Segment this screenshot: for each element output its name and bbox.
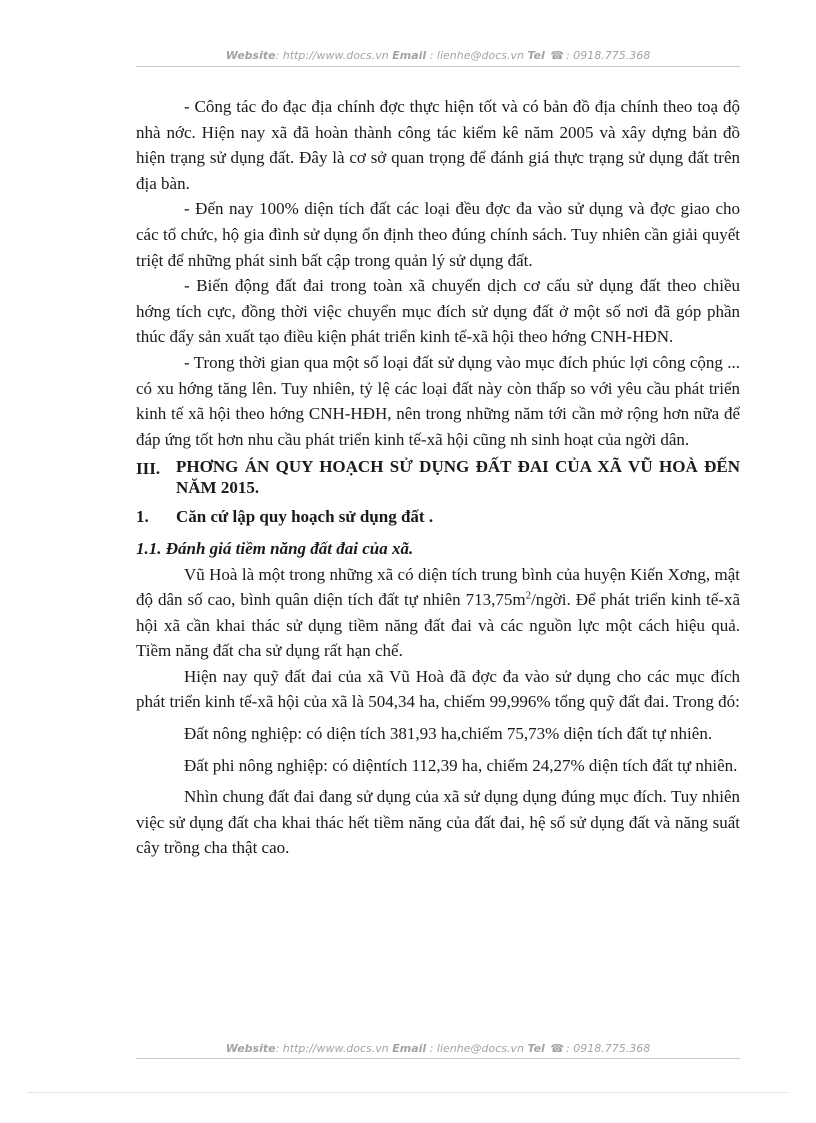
footer-email-value[interactable]: : lienhe@docs.vn bbox=[429, 1042, 524, 1055]
paragraph-text: Vũ Hoà là một trong những xã có diện tích trung bình của huyện Kiến Xơng, mật độ dân số cao, bình quân diện tích đất tự nhiên 713,75m bbox=[136, 564, 740, 610]
header-email-label: Email bbox=[392, 49, 427, 62]
footer-website-label: Website bbox=[225, 1042, 276, 1055]
header-rule bbox=[136, 66, 740, 67]
header-tel-value: : 0918.775.368 bbox=[566, 49, 651, 62]
paragraph-land-change: - Biến động đất đai trong toàn xã chuyển dịch cơ cấu sử dụng đất theo chiều hớng tích cực, đồng thời việc chuyển mục đích sử dụng đất ở một số nơi đã góp phần thúc đẩy sản xuất tạo điều kiện phát triển kinh tế-xã hội theo hớng CNH-HĐN. bbox=[136, 276, 740, 347]
paragraph-non-agricultural-land: Đất phi nông nghiệp: có diệntích 112,39 ha, chiếm 24,27% diện tích đất tự nhiên. bbox=[184, 755, 738, 775]
subsection-number: 1. bbox=[136, 507, 149, 527]
paragraph-public-land: - Trong thời gian qua một số loại đất sử dụng vào mục đích phúc lợi công cộng ... có xu hớng tăng lên. Tuy nhiên, tỷ lệ các loại đất này còn thấp so với yêu cầu phát triển kinh tế xã hội theo hớng CNH-HĐH, nên trong những năm tới cần mở rộng hơn nữa để đáp ứng tốt hơn nhu cầu phát triển kinh tế-xã hội cũng nh sinh hoạt của ngời dân. bbox=[136, 352, 740, 449]
footer-rule bbox=[136, 1058, 740, 1059]
section-title: PHƠNG ÁN QUY HOẠCH SỬ DỤNG ĐẤT ĐAI CỦA XÃ VŨ HOÀ ĐẾN NĂM 2015. bbox=[176, 457, 740, 498]
section-number: III. bbox=[136, 459, 161, 479]
paragraph-land-fund: Hiện nay quỹ đất đai của xã Vũ Hoà đã đợc đa vào sử dụng cho các mục đích phát triển kinh tế-xã hội của xã là 504,34 ha, chiếm 99,996% tổng quỹ đất đai. Trong đó: bbox=[136, 666, 740, 712]
paragraph-text: /ngời. Để phát triển kinh tế-xã hội xã cần khai thác sử dụng tiềm năng đất đai và các nguồn lực một cách hiệu quả. Tiềm năng đất cha sử dụng rất hạn chế. bbox=[136, 590, 740, 661]
paragraph-cadastral-survey: - Công tác đo đạc địa chính đợc thực hiện tốt và có bản đồ địa chính theo toạ độ nhà nớc. Hiện nay xã đã hoàn thành công tác kiểm kê năm 2005 và xây dựng bản đồ hiện trạng sử dụng đất. Đây là cơ sở quan trọng để đánh giá thực trạng sử dụng đất trên địa bàn. bbox=[136, 97, 740, 193]
header-email-value[interactable]: : lienhe@docs.vn bbox=[429, 49, 524, 62]
subsection-heading-1 bbox=[136, 504, 740, 530]
page-break-line bbox=[28, 1092, 788, 1093]
subsection-heading-1-1: 1.1. Đánh giá tiềm năng đất đai của xã. bbox=[136, 538, 414, 558]
subsection-title: Căn cứ lập quy hoạch sử dụng đất . bbox=[176, 507, 434, 527]
paragraph-agricultural-land: Đất nông nghiệp: có diện tích 381,93 ha,chiếm 75,73% diện tích đất tự nhiên. bbox=[184, 724, 713, 744]
phone-icon: ☎ bbox=[550, 49, 565, 62]
footer-tel-value: : 0918.775.368 bbox=[566, 1042, 651, 1055]
paragraph-land-in-use: - Đến nay 100% diện tích đất các loại đều đợc đa vào sử dụng và đợc giao cho các tổ chức, hộ gia đình sử dụng ổn định theo đúng chính sách. Tuy nhiên cần giải quyết triệt để những phát sinh bất cập trong quản lý sử dụng đất. bbox=[136, 199, 740, 270]
header-website-label: Website bbox=[225, 49, 276, 62]
paragraph-conclusion: Nhìn chung đất đai đang sử dụng của xã sử dụng dụng đúng mục đích. Tuy nhiên việc sử dụng đất cha khai thác hết tiềm năng của đất đai, hệ số sử dụng đất và năng suất cây trồng cha thật cao. bbox=[136, 787, 740, 858]
footer-email-label: Email bbox=[392, 1042, 427, 1055]
footer-tel-label: Tel bbox=[527, 1042, 545, 1055]
section-heading-iii bbox=[136, 456, 740, 498]
superscript: 2 bbox=[525, 589, 532, 602]
page-header bbox=[136, 49, 740, 62]
document-body bbox=[136, 94, 740, 861]
header-tel-label: Tel bbox=[527, 49, 545, 62]
header-website-value[interactable]: : http://www.docs.vn bbox=[275, 49, 389, 62]
paragraph-area-density bbox=[136, 562, 740, 664]
phone-icon: ☎ bbox=[550, 1042, 565, 1055]
page-footer bbox=[136, 1042, 740, 1055]
footer-website-value[interactable]: : http://www.docs.vn bbox=[275, 1042, 389, 1055]
